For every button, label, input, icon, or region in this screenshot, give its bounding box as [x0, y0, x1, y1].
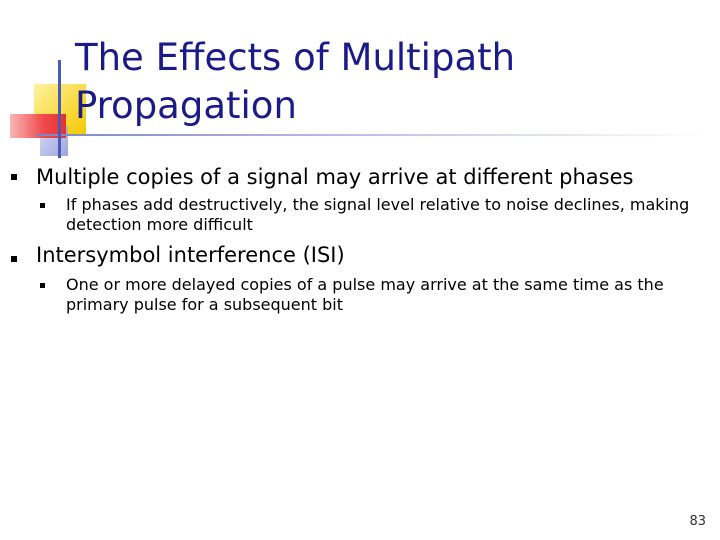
slide-title	[75, 34, 695, 130]
sub-bullet-text-1: If phases add destructively, the signal level relative to noise declines, making detection more difficult	[66, 195, 690, 234]
bullet-text-1: Multiple copies of a signal may arrive at different phases	[36, 165, 634, 189]
bullet-text-2: Intersymbol interference (ISI)	[36, 243, 345, 267]
title-underline	[36, 134, 706, 136]
square-bullet-icon	[40, 283, 45, 288]
square-bullet-icon	[11, 256, 17, 262]
slide-title-line-2: Propagation	[75, 84, 297, 127]
sub-bullet-text-2: One or more delayed copies of a pulse may arrive at the same time as the primary pulse for a subsequent bit	[66, 275, 664, 314]
page-number: 83	[689, 514, 706, 529]
vertical-rule	[58, 60, 61, 158]
slide-title-line-1: The Effects of Multipath	[75, 36, 516, 79]
square-bullet-icon	[11, 174, 17, 180]
square-bullet-icon	[40, 203, 45, 208]
